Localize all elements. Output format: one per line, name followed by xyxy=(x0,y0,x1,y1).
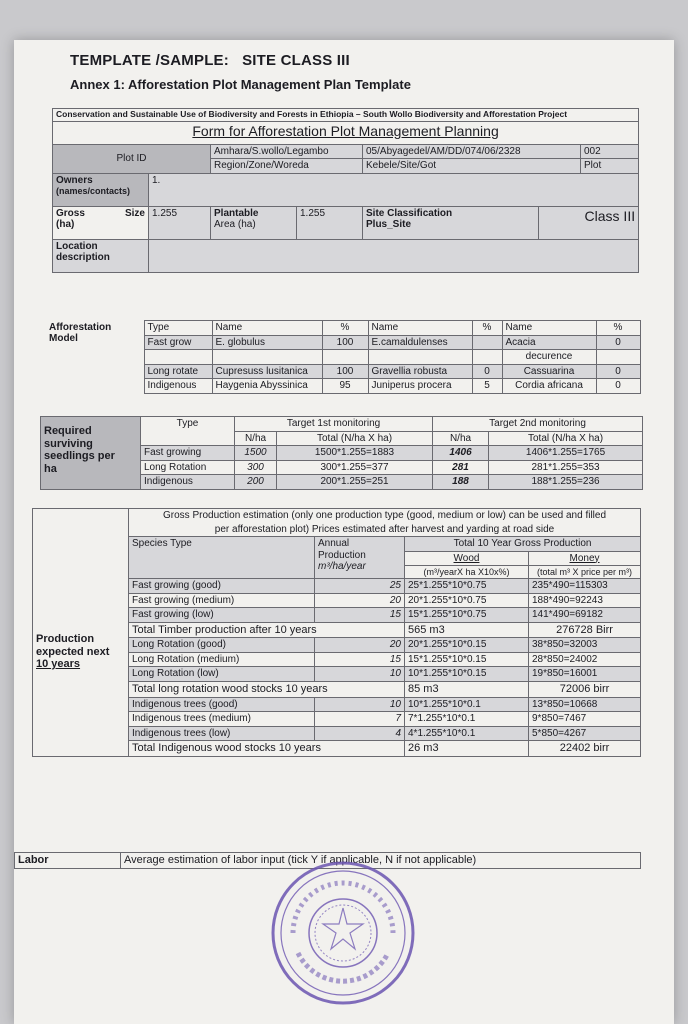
owners-subtitle: (names/contacts) xyxy=(56,186,131,197)
money-header: Money xyxy=(529,551,641,566)
model-subtitle: Model xyxy=(49,333,78,344)
owners-title: Owners xyxy=(56,174,93,186)
model-pct-cell: 95 xyxy=(322,379,368,394)
prod-annual-cell: 10 xyxy=(315,667,405,682)
prod-annual-cell: 4 xyxy=(315,726,405,741)
prod-name-cell: Fast growing (medium) xyxy=(129,593,315,608)
model-pct-cell: 0 xyxy=(596,335,640,350)
seedlings-table xyxy=(40,416,643,490)
seedlings-n2-cell: 1406 xyxy=(433,446,489,461)
afforestation-model-table xyxy=(46,320,641,394)
model-name-cell: Cupresuss lusitanica xyxy=(212,364,322,379)
prod-money-cell: 9*850=7467 xyxy=(529,712,641,727)
model-type-cell: Long rotate xyxy=(144,364,212,379)
seedlings-type-cell: Fast growing xyxy=(141,446,235,461)
prod-wood-cell: 15*1.255*10*0.15 xyxy=(405,652,529,667)
prod-money-cell: 38*850=32003 xyxy=(529,638,641,653)
model-name-cell xyxy=(212,350,322,365)
target2-total-header: Total (N/ha X ha) xyxy=(489,431,643,446)
seedlings-label-line: seedlings per xyxy=(44,450,115,463)
plot-number-value: 002 xyxy=(581,144,639,159)
model-pct2-header: % xyxy=(472,321,502,336)
model-name-cell: Cordia africana xyxy=(502,379,596,394)
seedlings-n1-cell: 300 xyxy=(235,460,277,475)
model-pct-cell: 100 xyxy=(322,364,368,379)
gross-label: Gross xyxy=(56,207,85,219)
prod-money-cell: 72006 birr xyxy=(529,681,641,697)
model-pct-cell xyxy=(472,350,502,365)
prod-total-cell: Total Indigenous wood stocks 10 years xyxy=(129,741,405,757)
annual-production-header xyxy=(315,537,405,579)
target2-nha-header: N/ha xyxy=(433,431,489,446)
prod-name-cell: Fast growing (low) xyxy=(129,608,315,623)
prod-wood-cell: 7*1.255*10*0.1 xyxy=(405,712,529,727)
model-name-cell: Haygenia Abyssinica xyxy=(212,379,322,394)
prod-money-cell: 13*850=10668 xyxy=(529,697,641,712)
seedlings-n1-cell: 1500 xyxy=(235,446,277,461)
model-pct-cell: 0 xyxy=(596,364,640,379)
model-pct-cell: 0 xyxy=(596,379,640,394)
plantable-area-label xyxy=(211,206,297,239)
form-title: Form for Afforestation Plot Management Planning xyxy=(53,121,639,144)
model-name-cell: Acacia xyxy=(502,335,596,350)
annual-h-line: Production xyxy=(318,549,366,561)
prod-wood-cell: 26 m3 xyxy=(405,741,529,757)
production-label xyxy=(33,509,129,757)
plot-number-caption: Plot xyxy=(581,159,639,174)
prod-total-cell: Total Timber production after 10 years xyxy=(129,622,405,638)
model-name-cell: Gravellia robusta xyxy=(368,364,472,379)
prod-money-cell: 19*850=16001 xyxy=(529,667,641,682)
prod-name-cell: Indigenous trees (low) xyxy=(129,726,315,741)
model-name3-header: Name xyxy=(502,321,596,336)
seedlings-label-line: Required xyxy=(44,425,92,437)
model-name2-header: Name xyxy=(368,321,472,336)
document-subtitle: Annex 1: Afforestation Plot Management Plan Template xyxy=(70,77,411,92)
production-table xyxy=(32,508,641,757)
model-pct-cell xyxy=(596,350,640,365)
location-subtitle: description xyxy=(56,252,110,264)
target2-header: Target 2nd monitoring xyxy=(433,417,643,432)
prod-annual-cell: 15 xyxy=(315,652,405,667)
model-pct-cell: 0 xyxy=(472,364,502,379)
plot-region-value: Amhara/S.wollo/Legambo xyxy=(211,144,363,159)
model-name-cell: Cassuarina xyxy=(502,364,596,379)
total10-header: Total 10 Year Gross Production xyxy=(405,537,641,552)
plantable-label: Plantable xyxy=(214,207,259,219)
model-type-header: Type xyxy=(144,321,212,336)
gross-size-word: Size xyxy=(124,207,145,219)
prod-money-cell: 5*850=4267 xyxy=(529,726,641,741)
model-name1-header: Name xyxy=(212,321,322,336)
site-classification-label xyxy=(363,206,539,239)
seedlings-t2-cell: 1406*1.255=1765 xyxy=(489,446,643,461)
plot-id-label: Plot ID xyxy=(53,144,211,173)
prod-money-cell: 141*490=69182 xyxy=(529,608,641,623)
gross-unit: (ha) xyxy=(56,219,75,231)
prod-wood-cell: 10*1.255*10*0.15 xyxy=(405,667,529,682)
prod-name-cell: Indigenous trees (good) xyxy=(129,697,315,712)
prod-annual-cell: 20 xyxy=(315,638,405,653)
target1-nha-header: N/ha xyxy=(235,431,277,446)
labor-label: Labor xyxy=(15,853,121,869)
model-type-cell: Indigenous xyxy=(144,379,212,394)
location-label xyxy=(53,239,149,272)
wood-sub-header: (m³/yearX ha X10x%) xyxy=(405,566,529,579)
seedlings-t2-cell: 188*1.255=236 xyxy=(489,475,643,490)
seedlings-t2-cell: 281*1.255=353 xyxy=(489,460,643,475)
plot-info-table xyxy=(52,108,639,273)
seedlings-label xyxy=(41,417,141,490)
model-name-cell: Juniperus procera xyxy=(368,379,472,394)
model-type-cell xyxy=(144,350,212,365)
wood-header: Wood xyxy=(405,551,529,566)
prod-name-cell: Long Rotation (low) xyxy=(129,667,315,682)
site-class-value: Class III xyxy=(539,206,639,239)
plot-code-value: 05/Abyagedel/AM/DD/074/06/2328 xyxy=(363,144,581,159)
prod-total-cell: Total long rotation wood stocks 10 years xyxy=(129,681,405,697)
owners-label xyxy=(53,173,149,206)
model-pct-cell xyxy=(322,350,368,365)
prod-money-cell: 188*490=92243 xyxy=(529,593,641,608)
prod-wood-cell: 15*1.255*10*0.75 xyxy=(405,608,529,623)
afforestation-model-label xyxy=(46,321,144,394)
site-class-title: Site Classification xyxy=(366,207,453,219)
seedlings-t1-cell: 300*1.255=377 xyxy=(277,460,433,475)
model-pct1-header: % xyxy=(322,321,368,336)
model-name-cell xyxy=(368,350,472,365)
project-line: Conservation and Sustainable Use of Biodiversity and Forests in Ethiopia – South Wollo Biodiversity and Afforestation Project xyxy=(53,109,639,122)
plantable-area-value: 1.255 xyxy=(297,206,363,239)
seedlings-label-line: surviving xyxy=(44,437,93,450)
production-note-1: Gross Production estimation (only one production type (good, medium or low) can be used and filled xyxy=(129,509,641,523)
location-value xyxy=(149,239,639,272)
annual-h-line: m³/ha/year xyxy=(318,561,366,572)
owners-value: 1. xyxy=(149,173,639,206)
model-pct-cell: 5 xyxy=(472,379,502,394)
prod-wood-cell: 20*1.255*10*0.75 xyxy=(405,593,529,608)
seedlings-n1-cell: 200 xyxy=(235,475,277,490)
annual-h-line: Annual xyxy=(318,538,350,549)
plot-region-caption: Region/Zone/Woreda xyxy=(211,159,363,174)
prod-wood-cell: 10*1.255*10*0.1 xyxy=(405,697,529,712)
target1-header: Target 1st monitoring xyxy=(235,417,433,432)
model-title: Afforestation xyxy=(49,321,112,333)
prod-wood-cell: 85 m3 xyxy=(405,681,529,697)
labor-text: Average estimation of labor input (tick Y if applicable, N if not applicable) xyxy=(121,853,641,869)
seedlings-n2-cell: 281 xyxy=(433,460,489,475)
prod-annual-cell: 25 xyxy=(315,579,405,594)
prod-wood-cell: 20*1.255*10*0.15 xyxy=(405,638,529,653)
plot-code-caption: Kebele/Site/Got xyxy=(363,159,581,174)
prod-money-cell: 28*850=24002 xyxy=(529,652,641,667)
seedlings-label-line: ha xyxy=(44,462,57,475)
gross-size-label xyxy=(53,206,149,239)
production-note-2: per afforestation plot) Prices estimated after harvest and yarding at road side xyxy=(129,523,641,537)
prod-name-cell: Indigenous trees (medium) xyxy=(129,712,315,727)
production-label-line: Production xyxy=(36,632,95,645)
official-stamp-icon xyxy=(268,858,418,1008)
document-header xyxy=(70,52,350,69)
prod-money-cell: 276728 Birr xyxy=(529,622,641,638)
prod-wood-cell: 4*1.255*10*0.1 xyxy=(405,726,529,741)
prod-annual-cell: 10 xyxy=(315,697,405,712)
model-name-cell: E. globulus xyxy=(212,335,322,350)
species-type-header: Species Type xyxy=(129,537,315,579)
model-type-cell: Fast grow xyxy=(144,335,212,350)
production-label-line: expected next xyxy=(36,645,110,658)
money-sub-header: (total m³ X price per m³) xyxy=(529,566,641,579)
seedlings-t1-cell: 1500*1.255=1883 xyxy=(277,446,433,461)
model-pct-cell xyxy=(472,335,502,350)
prod-annual-cell: 20 xyxy=(315,593,405,608)
location-title: Location xyxy=(56,240,98,252)
seedlings-type-header: Type xyxy=(141,417,235,446)
model-name-cell: decurence xyxy=(502,350,596,365)
prod-name-cell: Long Rotation (good) xyxy=(129,638,315,653)
gross-size-value: 1.255 xyxy=(149,206,211,239)
seedlings-type-cell: Indigenous xyxy=(141,475,235,490)
model-pct3-header: % xyxy=(596,321,640,336)
model-name-cell: E.camaldulenses xyxy=(368,335,472,350)
prod-wood-cell: 565 m3 xyxy=(405,622,529,638)
header-site-class: SITE CLASS III xyxy=(242,52,350,69)
seedlings-n2-cell: 188 xyxy=(433,475,489,490)
seedlings-t1-cell: 200*1.255=251 xyxy=(277,475,433,490)
prod-name-cell: Long Rotation (medium) xyxy=(129,652,315,667)
plantable-unit: Area (ha) xyxy=(214,219,256,231)
header-template-label: TEMPLATE /SAMPLE: xyxy=(70,52,229,69)
target1-total-header: Total (N/ha X ha) xyxy=(277,431,433,446)
production-label-line: 10 years xyxy=(36,658,81,671)
prod-annual-cell: 7 xyxy=(315,712,405,727)
prod-wood-cell: 25*1.255*10*0.75 xyxy=(405,579,529,594)
seedlings-type-cell: Long Rotation xyxy=(141,460,235,475)
prod-annual-cell: 15 xyxy=(315,608,405,623)
prod-money-cell: 235*490=115303 xyxy=(529,579,641,594)
prod-name-cell: Fast growing (good) xyxy=(129,579,315,594)
prod-money-cell: 22402 birr xyxy=(529,741,641,757)
site-class-subtitle: Plus_Site xyxy=(366,219,412,231)
model-pct-cell: 100 xyxy=(322,335,368,350)
